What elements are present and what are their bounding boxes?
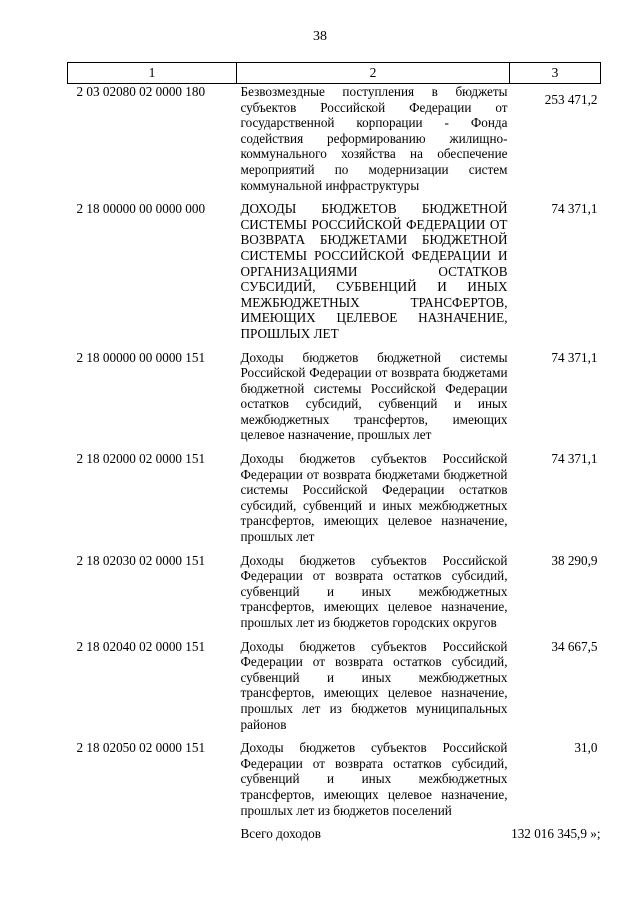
revenue-table [67, 62, 601, 850]
budget-code: 2 03 02080 02 0000 180 [76, 84, 206, 99]
table-row [68, 350, 601, 452]
page-number: 38 [313, 29, 327, 44]
income-description: Доходы бюджетов субъектов Российской Федерации от возврата остатков субсидий, субвенций и иных межбюджетных трансфертов, имеющих целевое назначение, прошлых лет из бюджетов поселений [240, 740, 508, 818]
budget-code: 2 18 02000 02 0000 151 [76, 451, 206, 467]
table-row [68, 201, 601, 349]
table-row [68, 639, 601, 741]
total-code-empty [68, 826, 237, 850]
column-header: 2 [237, 63, 510, 84]
income-amount: 38 290,9 [551, 552, 598, 568]
budget-code: 2 18 02040 02 0000 151 [76, 638, 206, 654]
income-amount: 31,0 [574, 740, 598, 756]
income-description: Доходы бюджетов субъектов Российской Федерации от возврата остатков субсидий, субвенций и иных межбюджетных трансфертов, имеющих целевое назначение, прошлых лет из бюджетов городских округов [240, 552, 508, 630]
table-header-row [68, 63, 601, 84]
table-row [68, 740, 601, 826]
income-description: Доходы бюджетов субъектов Российской Федерации от возврата остатков субсидий, субвенций и иных межбюджетных трансфертов, имеющих целевое назначение, прошлых лет из бюджетов муниципальных районов [240, 638, 508, 732]
table-row [68, 553, 601, 639]
income-amount: 74 371,1 [551, 349, 598, 365]
income-amount: 253 471,2 [544, 92, 598, 107]
total-label: Всего доходов [240, 826, 321, 842]
income-description: Доходы бюджетов бюджетной системы Российской Федерации от возврата бюджетами бюджетной системы Российской Федерации остатков субсидий, субвенций и иных межбюджетных трансфертов, имеющих целевое назначение, прошлых лет [240, 349, 508, 443]
income-amount: 74 371,1 [551, 451, 598, 467]
total-amount: 132 016 345,9 »; [511, 826, 601, 842]
budget-code: 2 18 00000 00 0000 151 [76, 349, 206, 365]
budget-code: 2 18 02030 02 0000 151 [76, 552, 206, 568]
table-row [68, 451, 601, 553]
income-amount: 34 667,5 [551, 638, 598, 654]
column-header: 3 [510, 63, 601, 84]
total-row [68, 826, 601, 850]
column-header: 1 [68, 63, 237, 84]
budget-code: 2 18 02050 02 0000 151 [76, 740, 206, 756]
income-description: Безвозмездные поступления в бюджеты субъектов Российской Федерации от государственной корпорации - Фонда содействия реформированию жилищно-коммунального хозяйства на обеспечение мероприятий по модернизации систем коммунальной инфраструктуры [240, 84, 508, 193]
budget-code: 2 18 00000 00 0000 000 [76, 201, 206, 217]
income-amount: 74 371,1 [551, 201, 598, 217]
table-row [68, 84, 601, 202]
income-description: ДОХОДЫ БЮДЖЕТОВ БЮДЖЕТНОЙ СИСТЕМЫ РОССИЙСКОЙ ФЕДЕРАЦИИ ОТ ВОЗВРАТА БЮДЖЕТАМИ БЮДЖЕТНОЙ СИСТЕМЫ РОССИЙСКОЙ ФЕДЕРАЦИИ И ОРГАНИЗАЦИЯМИ ОСТАТКОВ СУБСИДИЙ, СУБВЕНЦИЙ И ИНЫХ МЕЖБЮДЖЕТНЫХ ТРАНСФЕРТОВ, ИМЕЮЩИХ ЦЕЛЕВОЕ НАЗНАЧЕНИЕ, ПРОШЛЫХ ЛЕТ [240, 201, 508, 341]
income-description: Доходы бюджетов субъектов Российской Федерации от возврата бюджетами бюджетной системы Российской Федерации остатков субсидий, субвенций и иных межбюджетных трансфертов, имеющих целевое назначение, прошлых лет [240, 451, 508, 545]
